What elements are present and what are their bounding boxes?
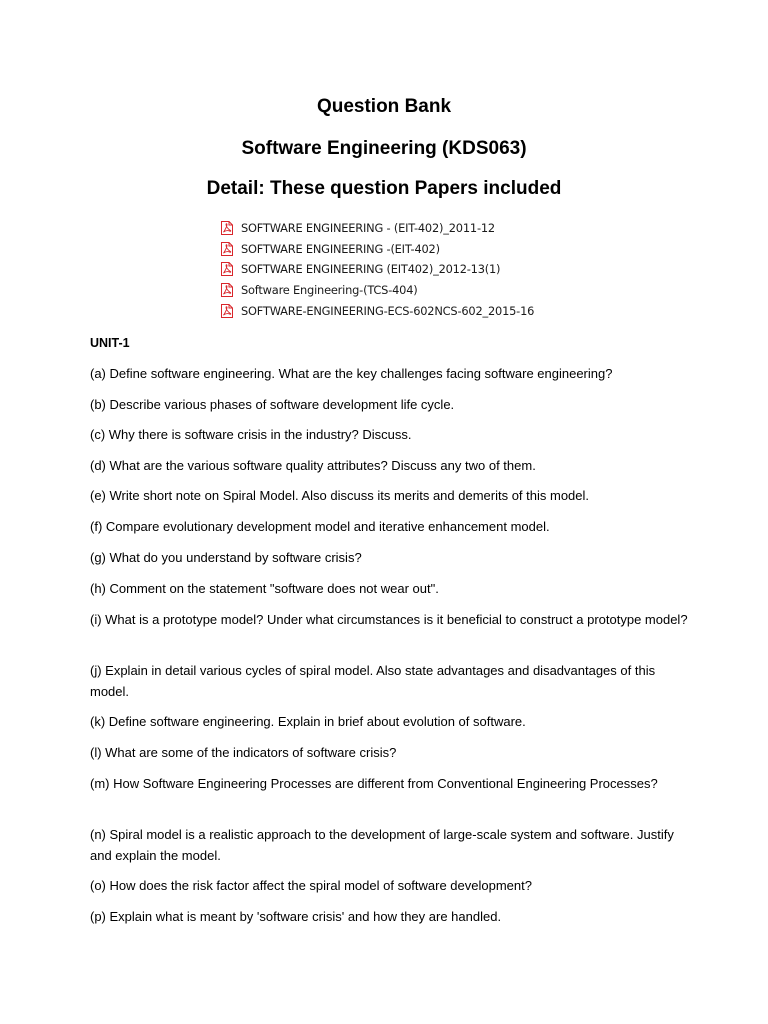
question-item: (g) What do you understand by software crisis? — [90, 550, 362, 565]
file-item[interactable] — [221, 218, 534, 239]
question-item: (f) Compare evolutionary development model and iterative enhancement model. — [90, 519, 550, 534]
question-item: (h) Comment on the statement "software does not wear out". — [90, 581, 439, 596]
document-detail: Detail: These question Papers included — [206, 178, 562, 199]
pdf-file-icon — [221, 283, 233, 297]
question-item: (k) Define software engineering. Explain in brief about evolution of software. — [90, 714, 526, 729]
question-item: (b) Describe various phases of software development life cycle. — [90, 397, 455, 412]
pdf-file-icon — [221, 262, 233, 276]
question-item: (m) How Software Engineering Processes are different from Conventional Engineering Processes? — [90, 776, 658, 791]
included-papers-list — [221, 218, 534, 321]
unit-heading: UNIT-1 — [90, 336, 130, 350]
pdf-file-icon — [221, 221, 233, 235]
question-item: (a) Define software engineering. What are the key challenges facing software engineering? — [90, 366, 613, 381]
question-item: (d) What are the various software quality attributes? Discuss any two of them. — [90, 458, 536, 473]
question-item: (n) Spiral model is a realistic approach to the development of large-scale system and software. Justify and explain the model. — [90, 827, 674, 863]
file-item[interactable] — [221, 300, 534, 321]
question-item: (o) How does the risk factor affect the spiral model of software development? — [90, 878, 532, 893]
file-item[interactable] — [221, 280, 534, 301]
question-item: (l) What are some of the indicators of software crisis? — [90, 745, 397, 760]
file-name: SOFTWARE ENGINEERING (EIT402)_2012-13(1) — [241, 262, 501, 277]
question-item: (p) Explain what is meant by 'software crisis' and how they are handled. — [90, 909, 502, 924]
document-title: Question Bank — [316, 96, 452, 117]
file-name: SOFTWARE ENGINEERING -(EIT-402) — [241, 241, 440, 256]
file-item[interactable] — [221, 239, 534, 260]
file-name: SOFTWARE ENGINEERING - (EIT-402)_2011-12 — [241, 221, 495, 236]
file-item[interactable] — [221, 259, 534, 280]
pdf-file-icon — [221, 242, 233, 256]
file-name: SOFTWARE-ENGINEERING-ECS-602NCS-602_2015-16 — [241, 303, 535, 318]
question-item: (c) Why there is software crisis in the industry? Discuss. — [90, 427, 412, 442]
pdf-file-icon — [221, 304, 233, 318]
question-item: (e) Write short note on Spiral Model. Also discuss its merits and demerits of this model. — [90, 488, 590, 503]
file-name: Software Engineering-(TCS-404) — [241, 283, 418, 298]
question-item: (j) Explain in detail various cycles of spiral model. Also state advantages and disadvantages of this model. — [90, 663, 656, 699]
question-item: (i) What is a prototype model? Under what circumstances is it beneficial to construct a prototype model? — [90, 612, 688, 627]
document-subject: Software Engineering (KDS063) — [241, 138, 527, 159]
